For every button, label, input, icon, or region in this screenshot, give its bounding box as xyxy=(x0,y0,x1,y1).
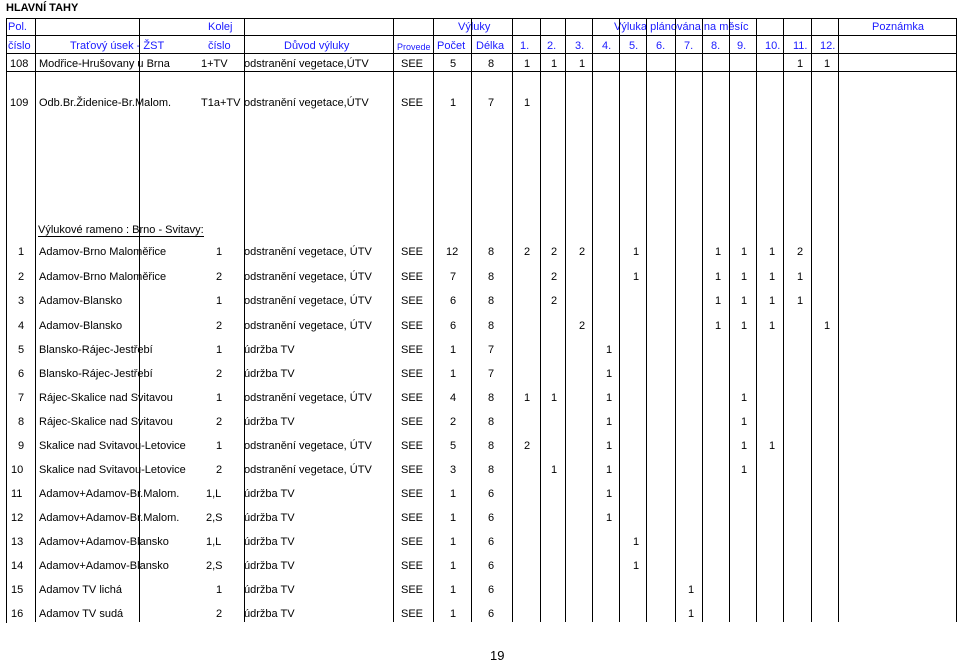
cell-month: 1 xyxy=(551,464,558,476)
cell-duvod: údržba TV xyxy=(244,536,295,548)
cell-delka: 6 xyxy=(488,488,495,500)
cell-delka: 6 xyxy=(488,536,495,548)
cell-duvod: údržba TV xyxy=(244,368,295,380)
cell-provede: SEE xyxy=(401,608,424,620)
cell-provede: SEE xyxy=(401,271,424,283)
page-title: HLAVNÍ TAHY xyxy=(6,2,79,14)
cell-provede: SEE xyxy=(401,368,424,380)
cell-duvod: údržba TV xyxy=(244,416,295,428)
cell-delka: 8 xyxy=(488,464,495,476)
cell-month: 1 xyxy=(715,271,722,283)
cell-pol: 10 xyxy=(11,464,24,476)
cell-pocet: 7 xyxy=(450,271,457,283)
table-row-line xyxy=(6,35,956,36)
cell-pocet: 12 xyxy=(446,246,459,258)
cell-pocet: 1 xyxy=(450,608,457,620)
cell-pol: 7 xyxy=(18,392,25,404)
table-column-line xyxy=(956,18,957,622)
cell-pol: 13 xyxy=(11,536,24,548)
header-usek: Traťový úsek - ŽST xyxy=(70,40,165,52)
cell-delka: 6 xyxy=(488,608,495,620)
header-kolej-cislo: číslo xyxy=(208,40,231,52)
cell-delka: 8 xyxy=(488,246,495,258)
cell-kolej: 2,S xyxy=(206,560,223,572)
cell-pocet: 1 xyxy=(450,97,457,109)
table-column-line xyxy=(35,18,36,622)
cell-duvod: odstranění vegetace, ÚTV xyxy=(244,271,372,283)
table-column-line xyxy=(646,18,647,622)
header-month: 8. xyxy=(711,40,721,52)
cell-month: 1 xyxy=(606,416,613,428)
cell-duvod: údržba TV xyxy=(244,488,295,500)
cell-month: 1 xyxy=(715,246,722,258)
cell-month: 1 xyxy=(741,464,748,476)
cell-pocet: 2 xyxy=(450,416,457,428)
table-column-line xyxy=(393,18,394,622)
cell-provede: SEE xyxy=(401,536,424,548)
table-column-line xyxy=(565,18,566,622)
cell-provede: SEE xyxy=(401,344,424,356)
cell-month: 1 xyxy=(769,295,776,307)
table-column-line xyxy=(6,18,7,622)
cell-delka: 7 xyxy=(488,344,495,356)
cell-duvod: odstranění vegetace, ÚTV xyxy=(244,440,372,452)
cell-pocet: 1 xyxy=(450,368,457,380)
cell-pocet: 1 xyxy=(450,584,457,596)
cell-month: 1 xyxy=(633,536,640,548)
cell-kolej: 1 xyxy=(216,246,223,258)
cell-month: 1 xyxy=(688,584,695,596)
cell-pocet: 4 xyxy=(450,392,457,404)
table-row-line xyxy=(6,71,956,72)
cell-pol: 16 xyxy=(11,608,24,620)
cell-duvod: údržba TV xyxy=(244,344,295,356)
cell-delka: 8 xyxy=(488,392,495,404)
cell-month: 1 xyxy=(606,440,613,452)
cell-month: 1 xyxy=(551,58,558,70)
cell-month: 1 xyxy=(633,271,640,283)
header-month: 11. xyxy=(793,40,808,52)
cell-pol: 3 xyxy=(18,295,25,307)
cell-kolej: 2 xyxy=(216,608,223,620)
cell-provede: SEE xyxy=(401,392,424,404)
cell-pol: 8 xyxy=(18,416,25,428)
header-month: 3. xyxy=(575,40,585,52)
cell-kolej: 1 xyxy=(216,344,223,356)
table-column-line xyxy=(783,18,784,622)
cell-usek: Adamov-Brno Maloměřice xyxy=(39,246,167,258)
cell-month: 2 xyxy=(579,320,586,332)
cell-pocet: 3 xyxy=(450,464,457,476)
cell-pocet: 1 xyxy=(450,344,457,356)
cell-duvod: odstranění vegetace,ÚTV xyxy=(244,58,369,70)
cell-kolej: 1,L xyxy=(206,488,222,500)
cell-usek: Adamov+Adamov-Blansko xyxy=(39,560,169,572)
cell-month: 1 xyxy=(797,271,804,283)
cell-pol: 2 xyxy=(18,271,25,283)
header-cislo: číslo xyxy=(8,40,31,52)
table-column-line xyxy=(139,18,140,622)
header-month: 1. xyxy=(520,40,530,52)
cell-delka: 6 xyxy=(488,512,495,524)
cell-kolej: 2 xyxy=(216,271,223,283)
cell-month: 1 xyxy=(524,97,531,109)
cell-pol: 9 xyxy=(18,440,25,452)
header-month: 9. xyxy=(737,40,747,52)
cell-month: 1 xyxy=(606,392,613,404)
header-month: 6. xyxy=(656,40,666,52)
cell-duvod: odstranění vegetace, ÚTV xyxy=(244,295,372,307)
cell-delka: 8 xyxy=(488,416,495,428)
table-column-line xyxy=(756,18,757,622)
header-delka: Délka xyxy=(476,40,505,52)
cell-usek: Adamov+Adamov-Br.Malom. xyxy=(39,488,180,500)
cell-month: 1 xyxy=(606,488,613,500)
header-month: 4. xyxy=(602,40,612,52)
cell-month: 1 xyxy=(715,320,722,332)
cell-usek: Rájec-Skalice nad Svitavou xyxy=(39,416,173,428)
cell-month: 2 xyxy=(797,246,804,258)
header-pol: Pol. xyxy=(8,21,27,33)
cell-usek: Blansko-Rájec-Jestřebí xyxy=(39,344,153,356)
header-provede: Provede xyxy=(397,42,431,52)
cell-pol: 109 xyxy=(10,97,29,109)
cell-delka: 8 xyxy=(488,295,495,307)
cell-duvod: odstranění vegetace, ÚTV xyxy=(244,320,372,332)
cell-usek: Adamov TV lichá xyxy=(39,584,122,596)
cell-month: 1 xyxy=(741,392,748,404)
cell-provede: SEE xyxy=(401,560,424,572)
cell-pol: 12 xyxy=(11,512,24,524)
cell-month: 1 xyxy=(741,271,748,283)
cell-delka: 6 xyxy=(488,560,495,572)
cell-provede: SEE xyxy=(401,246,424,258)
header-month: 10. xyxy=(765,40,781,52)
cell-usek: Skalice nad Svitavou-Letovice xyxy=(39,440,186,452)
table-column-line xyxy=(512,18,513,622)
header-kolej: Kolej xyxy=(208,21,233,33)
cell-month: 1 xyxy=(824,58,831,70)
cell-delka: 8 xyxy=(488,271,495,283)
table-column-line xyxy=(729,18,730,622)
cell-month: 1 xyxy=(606,344,613,356)
cell-month: 1 xyxy=(769,246,776,258)
cell-month: 1 xyxy=(741,416,748,428)
cell-month: 1 xyxy=(633,246,640,258)
cell-month: 1 xyxy=(797,58,804,70)
cell-usek: Modřice-Hrušovany u Brna xyxy=(39,58,170,70)
cell-pocet: 1 xyxy=(450,512,457,524)
cell-month: 2 xyxy=(524,246,531,258)
cell-duvod: údržba TV xyxy=(244,584,295,596)
cell-pol: 6 xyxy=(18,368,25,380)
cell-usek: Adamov-Blansko xyxy=(39,320,123,332)
cell-pol: 15 xyxy=(11,584,24,596)
table-row-line xyxy=(6,53,956,54)
cell-provede: SEE xyxy=(401,464,424,476)
header-month: 7. xyxy=(684,40,694,52)
table-column-line xyxy=(471,18,472,622)
cell-month: 1 xyxy=(606,464,613,476)
cell-pol: 5 xyxy=(18,344,25,356)
cell-duvod: odstranění vegetace,ÚTV xyxy=(244,97,369,109)
cell-kolej: 2,S xyxy=(206,512,223,524)
cell-pocet: 1 xyxy=(450,560,457,572)
cell-kolej: 2 xyxy=(216,416,223,428)
cell-delka: 7 xyxy=(488,97,495,109)
cell-month: 1 xyxy=(741,295,748,307)
cell-provede: SEE xyxy=(401,488,424,500)
cell-delka: 8 xyxy=(488,440,495,452)
cell-provede: SEE xyxy=(401,320,424,332)
cell-usek: Odb.Br.Židenice-Br.Malom. xyxy=(39,97,172,109)
cell-usek: Adamov TV sudá xyxy=(39,608,124,620)
cell-month: 1 xyxy=(524,392,531,404)
cell-pol: 108 xyxy=(10,58,29,70)
cell-duvod: odstranění vegetace, ÚTV xyxy=(244,392,372,404)
table-column-line xyxy=(619,18,620,622)
cell-provede: SEE xyxy=(401,97,424,109)
cell-month: 1 xyxy=(524,58,531,70)
cell-kolej: 1 xyxy=(216,440,223,452)
cell-usek: Rájec-Skalice nad Svitavou xyxy=(39,392,173,404)
cell-kolej: 1+TV xyxy=(201,58,228,70)
header-month: 5. xyxy=(629,40,639,52)
cell-kolej: 2 xyxy=(216,320,223,332)
cell-month: 1 xyxy=(741,320,748,332)
table-column-line xyxy=(592,18,593,622)
cell-pocet: 1 xyxy=(450,536,457,548)
cell-duvod: odstranění vegetace, ÚTV xyxy=(244,464,372,476)
cell-kolej: 1,L xyxy=(206,536,222,548)
cell-delka: 8 xyxy=(488,320,495,332)
header-pocet: Počet xyxy=(437,40,466,52)
section-title: Výlukové rameno : Brno - Svitavy: xyxy=(38,224,204,236)
cell-pol: 11 xyxy=(11,488,23,500)
header-month: 2. xyxy=(547,40,557,52)
cell-month: 1 xyxy=(824,320,831,332)
cell-pol: 14 xyxy=(11,560,24,572)
cell-kolej: 1 xyxy=(216,295,223,307)
cell-kolej: 1 xyxy=(216,584,223,596)
cell-month: 1 xyxy=(579,58,586,70)
cell-pocet: 5 xyxy=(450,440,457,452)
table-column-line xyxy=(811,18,812,622)
cell-month: 1 xyxy=(769,320,776,332)
cell-month: 2 xyxy=(524,440,531,452)
cell-provede: SEE xyxy=(401,440,424,452)
header-vyluky: Výluky xyxy=(458,21,491,33)
table-column-line xyxy=(838,18,839,622)
header-plan: Výluka plánována na měsíc xyxy=(614,21,749,33)
cell-pol: 1 xyxy=(18,246,25,258)
cell-month: 1 xyxy=(741,440,748,452)
cell-provede: SEE xyxy=(401,512,424,524)
cell-kolej: 2 xyxy=(216,464,223,476)
header-poznamka: Poznámka xyxy=(872,21,924,33)
page-number: 19 xyxy=(490,648,505,663)
table-column-line xyxy=(702,18,703,622)
cell-month: 1 xyxy=(741,246,748,258)
header-month: 12. xyxy=(820,40,836,52)
cell-provede: SEE xyxy=(401,416,424,428)
table-column-line xyxy=(433,18,434,622)
cell-pocet: 5 xyxy=(450,58,457,70)
cell-month: 1 xyxy=(606,512,613,524)
cell-pol: 4 xyxy=(18,320,25,332)
cell-kolej: T1a+TV xyxy=(201,97,241,109)
cell-month: 1 xyxy=(797,295,804,307)
cell-month: 1 xyxy=(633,560,640,572)
cell-month: 1 xyxy=(551,392,558,404)
cell-duvod: údržba TV xyxy=(244,608,295,620)
cell-month: 2 xyxy=(551,295,558,307)
cell-month: 1 xyxy=(769,440,776,452)
cell-usek: Adamov-Blansko xyxy=(39,295,123,307)
cell-duvod: údržba TV xyxy=(244,560,295,572)
cell-month: 1 xyxy=(688,608,695,620)
cell-duvod: údržba TV xyxy=(244,512,295,524)
cell-pocet: 6 xyxy=(450,320,457,332)
cell-pocet: 6 xyxy=(450,295,457,307)
cell-pocet: 1 xyxy=(450,488,457,500)
cell-usek: Adamov-Brno Maloměřice xyxy=(39,271,167,283)
cell-usek: Adamov+Adamov-Blansko xyxy=(39,536,169,548)
cell-month: 1 xyxy=(606,368,613,380)
cell-usek: Skalice nad Svitavou-Letovice xyxy=(39,464,186,476)
cell-usek: Adamov+Adamov-Br.Malom. xyxy=(39,512,180,524)
cell-delka: 6 xyxy=(488,584,495,596)
table-column-line xyxy=(244,18,245,622)
cell-delka: 8 xyxy=(488,58,495,70)
cell-month: 2 xyxy=(551,246,558,258)
cell-month: 1 xyxy=(715,295,722,307)
cell-month: 1 xyxy=(769,271,776,283)
cell-provede: SEE xyxy=(401,584,424,596)
cell-month: 2 xyxy=(551,271,558,283)
header-duvod: Důvod výluky xyxy=(284,40,350,52)
table-column-line xyxy=(675,18,676,622)
cell-kolej: 2 xyxy=(216,368,223,380)
cell-kolej: 1 xyxy=(216,392,223,404)
cell-duvod: odstranění vegetace, ÚTV xyxy=(244,246,372,258)
cell-delka: 7 xyxy=(488,368,495,380)
cell-provede: SEE xyxy=(401,295,424,307)
cell-provede: SEE xyxy=(401,58,424,70)
cell-month: 2 xyxy=(579,246,586,258)
cell-usek: Blansko-Rájec-Jestřebí xyxy=(39,368,153,380)
table-column-line xyxy=(540,18,541,622)
